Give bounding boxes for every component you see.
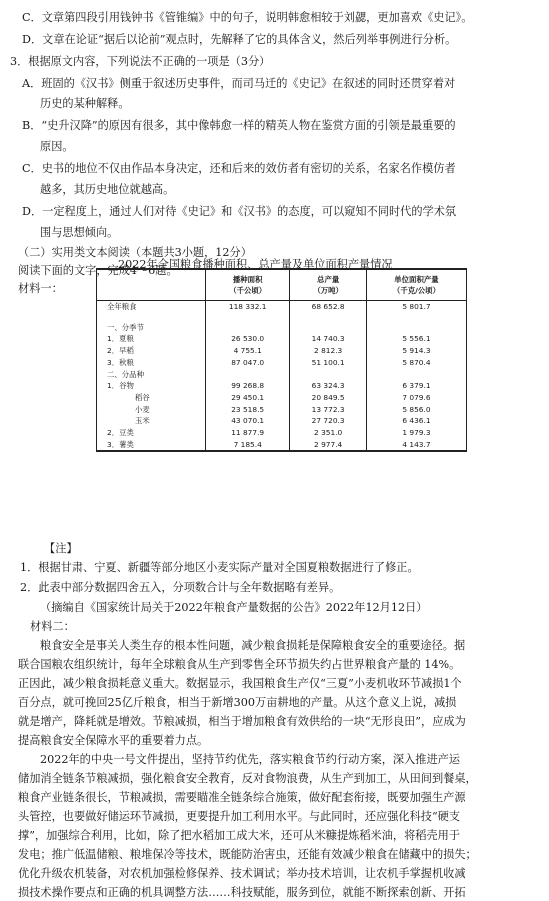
header-yield-per-area [366, 269, 466, 301]
row-label: 一、分季节 [97, 322, 206, 334]
text-line: 原因。 [40, 140, 74, 153]
text-line: B．“史升汉降”的原因有很多，其中像韩愈一样的精英人物在鉴赏方面的引领是最重要的 [22, 119, 456, 132]
text-line: 材料二： [30, 620, 75, 633]
total-output-cell: 2 812.3 [290, 345, 367, 357]
text-line: 头管控，也要做好储运环节减损，更要提升加工利用水平。与此同时，还应强化科技“硬支 [18, 810, 461, 823]
text-line: 越多，其历史地位就越高。 [40, 183, 175, 196]
text-line: 发电；推广低温储粮、粮堆保冷等技术，既能防治害虫，还能有效减少粮食在储藏中的损失； [18, 848, 477, 861]
sown-area-cell: 7 185.4 [206, 439, 290, 452]
text-line: 1．根据甘肃、宁夏、新疆等部分地区小麦实际产量对全国夏粮数据进行了修正。 [20, 561, 419, 574]
table-cell [97, 313, 206, 322]
text-line: C．史书的地位不仅由作品本身决定，还和后来的效仿者有密切的关系，名家名作模仿者 [22, 162, 456, 175]
row-label: 稻谷 [97, 392, 206, 404]
yield-cell [366, 322, 466, 334]
text-line: 储加消全链条节粮减损，强化粮食安全教育，反对食物浪费，从生产到加工，从田间到餐桌， [18, 772, 477, 785]
text-line: 联合国粮农组织统计，每年全球粮食从生产到零售全环节损失约占世界粮食产量的 14%。 [18, 658, 461, 671]
text-line: A．班固的《汉书》侧重于叙述历史事件，而司马迁的《史记》在叙述的同时还贯穿着对 [22, 77, 456, 90]
sown-area-cell: 43 070.1 [206, 415, 290, 427]
row-label: 1．谷物 [97, 380, 206, 392]
yield-cell: 5 856.0 [366, 404, 466, 416]
yield-cell: 1 979.3 [366, 427, 466, 439]
text-line: （摘编自《国家统计局关于2022年粮食产量数据的公告》2022年12月12日） [40, 601, 428, 614]
text-line: 2022年的中央一号文件提出，坚持节约优先，落实粮食节约行动方案，深入推进产运 [40, 753, 461, 766]
row-label: 玉米 [97, 415, 206, 427]
yield-cell: 5 914.3 [366, 345, 466, 357]
header-yield-unit: （千克/公顷） [392, 286, 440, 295]
text-line: C．文章第四段引用钱钟书《管锥编》中的句子，说明韩愈相较于刘勰，更加喜欢《史记》。 [22, 11, 473, 24]
table-row [97, 345, 467, 357]
header-sown-area-title: 播种面积 [232, 275, 263, 284]
yield-cell: 6 379.1 [366, 380, 466, 392]
text-line: 2．此表中部分数据四舍五入，分项数合计与全年数据略有差异。 [20, 581, 341, 594]
table-row [97, 439, 467, 452]
table-row [97, 427, 467, 439]
header-category [97, 269, 206, 301]
text-line: 粮食产业链条很长，节粮减损，需要瞄准全链条综合施策，做好配套衔接，既要加强生产源 [18, 791, 466, 804]
text-line: D．一定程度上，通过人们对待《史记》和《汉书》的态度，可以窥知不同时代的学术氛 [22, 205, 457, 218]
text-line: 历史的某种解释。 [40, 97, 130, 110]
row-label: 2．豆类 [97, 427, 206, 439]
text-line: D．文章在论证“据后以论前”观点时，先解释了它的具体含义，然后列举事例进行分析。 [22, 33, 457, 46]
table-row [97, 357, 467, 369]
text-line: 提高粮食安全保障水平的重要着力点。 [18, 734, 209, 747]
sown-area-cell: 23 518.5 [206, 404, 290, 416]
row-label: 2．早稻 [97, 345, 206, 357]
header-yield-title: 单位面积产量 [394, 275, 439, 284]
table-row [97, 392, 467, 404]
header-sown-area [206, 269, 290, 301]
text-line: 撑”，加强综合利用，比如，除了把水稻加工成大米，还可从米糠提炼稻米油，将稻壳用于 [18, 829, 461, 842]
sown-area-cell: 118 332.1 [206, 301, 290, 313]
total-output-cell: 63 324.3 [290, 380, 367, 392]
yield-cell: 7 079.6 [366, 392, 466, 404]
total-output-cell: 27 720.3 [290, 415, 367, 427]
yield-cell: 5 801.7 [366, 301, 466, 313]
yield-cell: 4 143.7 [366, 439, 466, 452]
table-row [97, 404, 467, 416]
text-line: 【注】 [44, 542, 78, 555]
header-sown-area-unit: （千公顷） [229, 286, 267, 295]
table-header-row [97, 269, 467, 301]
total-output-cell: 2 977.4 [290, 439, 367, 452]
total-output-cell: 2 351.0 [290, 427, 367, 439]
table-cell [366, 313, 466, 322]
header-total-output-unit: （万吨） [313, 286, 343, 295]
total-output-cell: 14 740.3 [290, 333, 367, 345]
text-line: 损技术操作要点和正确的机具调整方法……科技赋能，服务到位，就能不断探索创新、开拓 [18, 886, 466, 899]
row-label: 3．薯类 [97, 439, 206, 452]
text-line: （二）实用类文本阅读（本题共3小题，12分） [18, 246, 252, 259]
table-row [97, 415, 467, 427]
sown-area-cell [206, 369, 290, 381]
table-cell [206, 313, 290, 322]
sown-area-cell: 99 268.8 [206, 380, 290, 392]
text-line: 粮食安全是事关人类生存的根本性问题，减少粮食损耗是保障粮食安全的重要途径。据 [40, 639, 466, 652]
table-row [97, 301, 467, 313]
text-line: 就是增产，降耗就是增效。节粮减损，相当于增加粮食有效供给的一块“无形良田”，应成为 [18, 715, 466, 728]
total-output-cell: 20 849.5 [290, 392, 367, 404]
row-label: 3．秋粮 [97, 357, 206, 369]
total-output-cell [290, 322, 367, 334]
sown-area-cell: 87 047.0 [206, 357, 290, 369]
table-row [97, 313, 467, 322]
total-output-cell: 51 100.1 [290, 357, 367, 369]
yield-cell: 5 870.4 [366, 357, 466, 369]
total-output-cell: 68 652.8 [290, 301, 367, 313]
sown-area-cell [206, 322, 290, 334]
text-line: 材料一： [18, 282, 63, 295]
row-label: 1．夏粮 [97, 333, 206, 345]
text-line: 阅读下面的文字，完成4～6题。 [18, 264, 178, 277]
sown-area-cell: 29 450.1 [206, 392, 290, 404]
table-row [97, 333, 467, 345]
table-body [97, 301, 467, 452]
yield-cell: 6 436.1 [366, 415, 466, 427]
table-row [97, 380, 467, 392]
text-line: 优化升级农机装备，对农机加强检修保养、技术调试；举办技术培训，让农机手掌握机收减 [18, 867, 466, 880]
header-total-output [290, 269, 367, 301]
total-output-cell: 13 772.3 [290, 404, 367, 416]
sown-area-cell: 4 755.1 [206, 345, 290, 357]
total-output-cell [290, 369, 367, 381]
text-line: 3．根据原文内容，下列说法不正确的一项是（3分） [10, 55, 271, 68]
sown-area-cell: 26 530.0 [206, 333, 290, 345]
sown-area-cell: 11 877.9 [206, 427, 290, 439]
table-caption: 2022年全国粮食播种面积、总产量及单位面积产量情况 [118, 258, 393, 271]
row-label: 二、分品种 [97, 369, 206, 381]
text-line: 百分点，就可挽回25亿斤粮食，相当于新增300万亩耕地的产量。从这个意义上说，减损 [18, 696, 457, 709]
row-label: 全年粮食 [97, 301, 206, 313]
table-row [97, 322, 467, 334]
yield-cell: 5 556.1 [366, 333, 466, 345]
table-row [97, 369, 467, 381]
row-label: 小麦 [97, 404, 206, 416]
yield-cell [366, 369, 466, 381]
table-cell [290, 313, 367, 322]
header-total-output-title: 总产量 [317, 275, 340, 284]
grain-statistics-table [96, 268, 467, 452]
text-line: 正因此，减少粮食损耗意义重大。数据显示，我国粮食生产仅“三夏”小麦机收环节减损1个 [18, 677, 462, 690]
text-line: 围与思想倾向。 [40, 226, 119, 239]
